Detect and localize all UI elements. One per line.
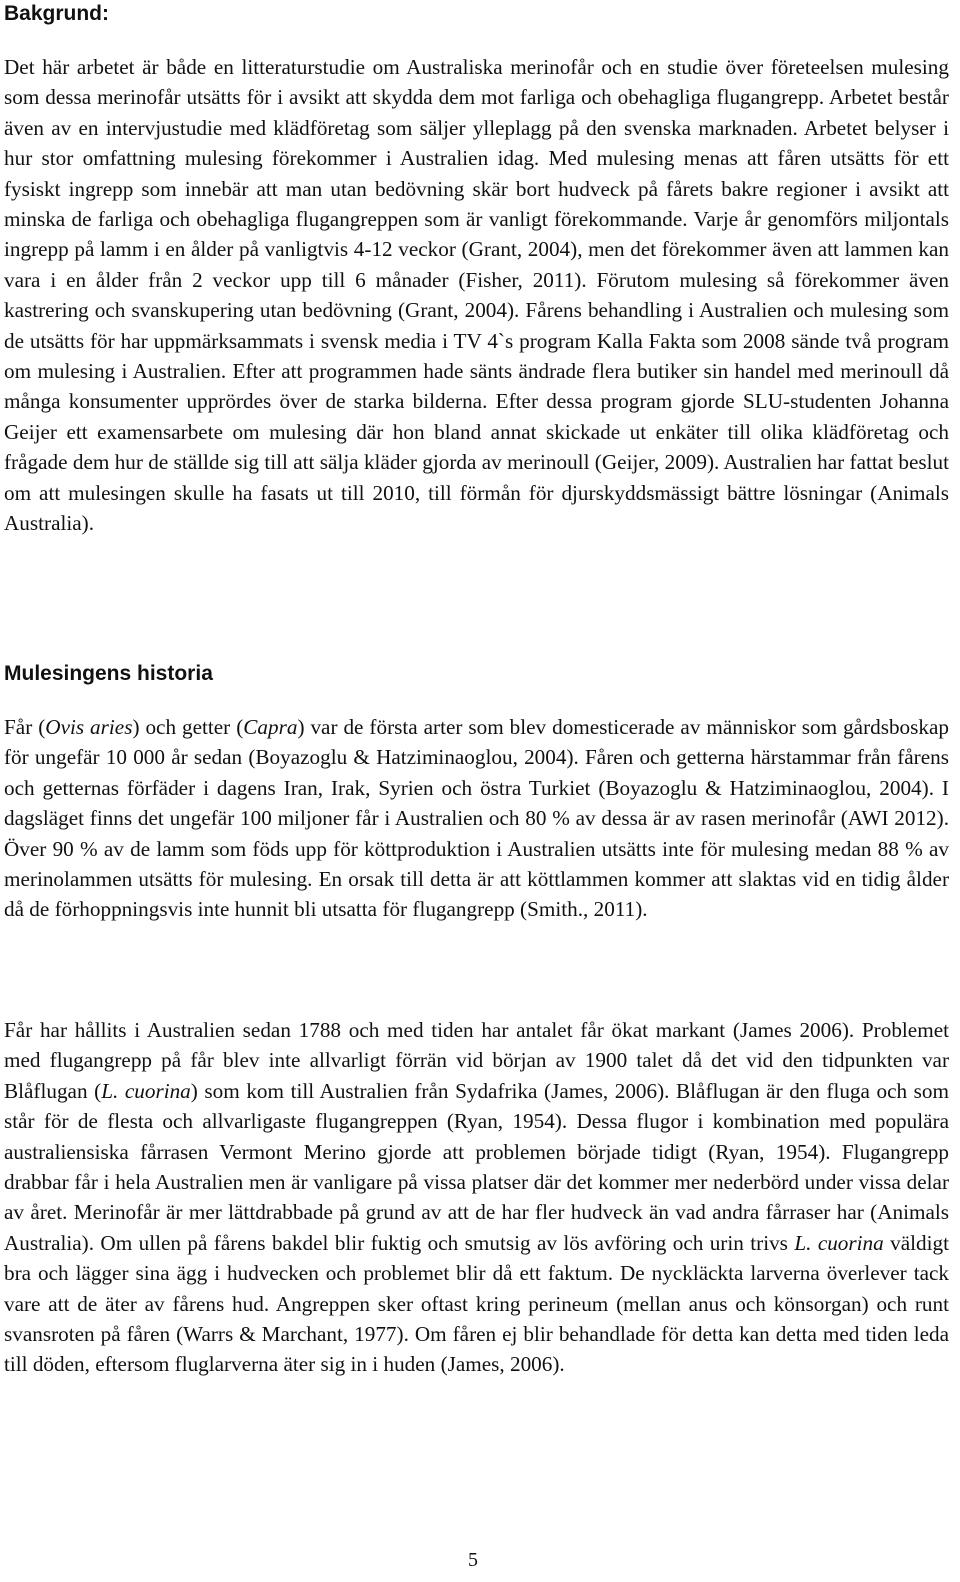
- section-heading-mulesingens-historia: Mulesingens historia: [4, 662, 213, 685]
- text-run: Får (: [4, 715, 46, 739]
- paragraph-historia-1: [4, 712, 949, 925]
- text-run: ) som kom till Australien från Sydafrika (James, 2006). Blåflugan är den fluga och som står för de flesta och allvarligaste flugangreppen (Ryan, 1954). Dessa flugor i kombination med populära australiensiska fårrasen Vermont Merino gjorde att problemen började tidigt (Ryan, 1954). Flugangrepp drabbar får i hela Australien men är vanligare på vissa platser där det kommer mer nederbörd under vissa delar av året. Merinofår är mer lättdrabbade på grund av att de har fler hudveck än vad andra fårraser har (Animals Australia). Om ullen på fårens bakdel blir fuktig och smutsig av lös avföring och urin trivs: [4, 1078, 950, 1255]
- text-run: ) var de första arter som blev domesticerade av människor som gårdsboskap för ungefär 10 000 år sedan (Boyazoglu & Hatziminaoglou, 2004). Fåren och getterna härstammar från fårens och getternas förfäder i dagens Iran, Irak, Syrien och östra Turkiet (Boyazoglu & Hatziminaoglou, 2004). I dagsläget finns det ungefär 100 miljoner får i Australien och 80 % av dessa är av rasen merinofår (AWI 2012). Över 90 % av de lamm som föds upp för köttproduktion i Australien utsätts inte för mulesing medan 88 % av merinolammen utsätts för mulesing. En orsak till detta är att köttlammen kommer att slaktas vid en tidig ålder då de förhoppningsvis inte hunnit bli utsatta för flugangrepp (Smith., 2011).: [4, 715, 949, 922]
- paragraph-historia-2: [4, 1015, 949, 1380]
- text-run: ) och getter (: [132, 715, 244, 739]
- page-number: 5: [468, 1549, 478, 1571]
- section-heading-bakgrund: Bakgrund:: [4, 2, 109, 25]
- italic-term: L. cuorina: [794, 1230, 884, 1255]
- paragraph-bakgrund: [4, 52, 949, 539]
- italic-term: Ovis aries: [45, 715, 133, 739]
- italic-term: L. cuorina: [101, 1078, 191, 1103]
- text-run: Det här arbetet är både en litteraturstudie om Australiska merinofår och en studie över företeelsen mulesing som dessa merinofår utsätts för i avsikt att skydda dem mot farliga och obehagliga flugangrepp. Arbetet består även av en intervjustudie med klädföretag som säljer ylleplagg på den svenska marknaden. Arbetet belyser i hur stor omfattning mulesing förekommer i Australien idag. Med mulesing menas att fåren utsätts för ett fysiskt ingrepp som innebär att man utan bedövning skär bort hudveck på fårets bakre regioner i avsikt att minska de farliga och obehagliga flugangreppen som är vanligt förekommande. Varje år genomförs miljontals ingrepp på lamm i en ålder på vanligtvis 4-12 veckor (Grant, 2004), men det förekommer även att lammen kan vara i en ålder från 2 veckor upp till 6 månader (Fisher, 2011). Förutom mulesing så förekommer även kastrering och svanskupering utan bedövning (Grant, 2004). Fårens behandling i Australien och mulesing som de utsätts för har uppmärksammats i svensk media i TV 4`s program Kalla Fakta som 2008 sände två program om mulesing i Australien. Efter att programmen hade sänts ändrade flera butiker sin handel med merinoull då många konsumenter upprördes över de starka bilderna. Efter dessa program gjorde SLU-studenten Johanna Geijer ett examensarbete om mulesing där hon bland annat skickade ut enkäter till olika klädföretag och frågade dem hur de ställde sig till att sälja kläder gjorda av merinoull (Geijer, 2009). Australien har fattat beslut om att mulesingen skulle ha fasats ut till 2010, till förmån för djurskyddsmässigt bättre lösningar (Animals Australia).: [4, 55, 949, 536]
- text-run: väldigt bra och lägger sina ägg i hudvecken och problemet blir då ett faktum. De nyckläckta larverna överlever tack vare att de äter av fårens hud. Angreppen sker oftast kring perineum (mellan anus och könsorgan) och runt svansroten på fåren (Warrs & Marchant, 1977). Om fåren ej blir behandlade för detta kan detta med tiden leda till döden, eftersom fluglarverna äter sig in i huden (James, 2006).: [4, 1230, 949, 1377]
- italic-term: Capra: [243, 715, 298, 739]
- text-run: Får har hållits i Australien sedan 1788 och med tiden har antalet får ökat markant (James 2006). Problemet med flugangrepp på får blev inte allvarligt förrän vid början av 1900 talet då det vid den tidpunkten var Blåflugan (: [4, 1018, 949, 1103]
